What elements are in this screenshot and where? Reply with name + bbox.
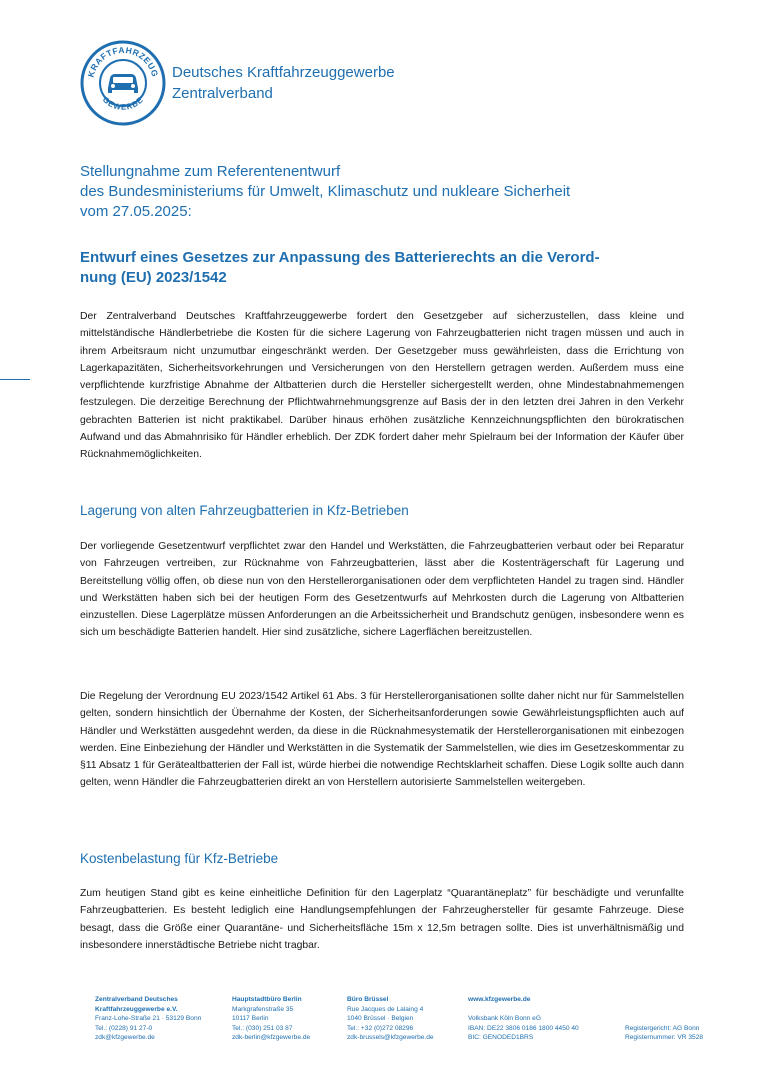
footer-text: Büro Brüssel bbox=[347, 996, 389, 1003]
heading-line1: Stellungnahme zum Referentenentwurf bbox=[80, 163, 341, 180]
footer-email-link[interactable]: zdk-berlin@kfzgewerbe.de bbox=[232, 1034, 311, 1041]
footer-text bbox=[468, 1005, 579, 1015]
car-icon bbox=[108, 74, 138, 93]
footer-text: Volksbank Köln Bonn eG bbox=[468, 1015, 541, 1022]
svg-text:GEWERBE bbox=[101, 95, 145, 112]
footer-text: Tel.: (030) 251 03 87 bbox=[232, 1024, 293, 1032]
footer-text: Markgrafenstraße 35 bbox=[232, 1005, 294, 1013]
title-line2: nung (EU) 2023/1542 bbox=[80, 269, 227, 286]
costs-paragraph-1: Zum heutigen Stand gibt es keine einheitliche Definition für den Lagerplatz “Quarantäneplatz” für beschädigte und verunfallte Fahrzeugbatterien. Es besteht lediglich eine Handlungsempfehlungen der Fahrzeughersteller für gesamte Fahrzeuge. Diese besagt, dass die Größe einer Quarantäne- und Sicherheitsfläche 15m x 12,5m betragen sollte. Dies ist unverhältnismäßig und insbesondere innerstädtische Betriebe nicht tragbar. bbox=[80, 888, 684, 951]
document-title bbox=[80, 248, 690, 288]
footer-text: Hauptstadtbüro Berlin bbox=[232, 996, 302, 1003]
section-heading-storage: Lagerung von alten Fahrzeugbatterien in Kfz-Betrieben bbox=[80, 503, 409, 518]
footer-text: 1040 Brüssel · Belgien bbox=[347, 1015, 414, 1022]
footer-text: Registergericht: AG Bonn bbox=[625, 1024, 700, 1032]
section-heading-costs: Kostenbelastung für Kfz-Betriebe bbox=[80, 851, 279, 866]
footer-text: 10117 Berlin bbox=[232, 1015, 269, 1022]
footer-text: Rue Jacques de Lalaing 4 bbox=[347, 1005, 424, 1013]
footer-column-berlin bbox=[232, 995, 310, 1043]
footer-column-address bbox=[95, 995, 201, 1043]
fold-mark bbox=[0, 379, 30, 380]
kfz-gewerbe-logo bbox=[80, 40, 166, 126]
footer-column-register bbox=[625, 1024, 703, 1043]
storage-paragraph-2: Die Regelung der Verordnung EU 2023/1542 Artikel 61 Abs. 3 für Herstellerorganisationen sollte daher nicht nur für Sammelstellen gelten, sondern hinsichtlich der Übernahme der Kosten, der Sicherheitsanforderungen sowie Gewährleistungspflichten auch auf Händler und Werkstätten ausgedehnt werden, da diese in die Rücknahmesystematik der Herstellerorganisationen mit einbezogen werden. Eine Einbeziehung der Händler und Werkstätten in die Systematik der Sammelstellen, wie dies im Gesetzeskommentar zu §11 Absatz 1 für Gerätealtbatterien der Fall ist, würde hierbei die notwendige Rechtsklarheit schaffen. Diese Logik sollte auch dann gelten, wenn Händler die Fahrzeugbatterien direkt an von Herstellern autorisierte Sammelstellen weitergeben. bbox=[80, 691, 684, 789]
org-name-line2: Zentralverband bbox=[172, 85, 273, 102]
organization-name bbox=[172, 62, 395, 104]
footer-email-link[interactable]: zdk@kfzgewerbe.de bbox=[95, 1034, 155, 1041]
statement-heading bbox=[80, 162, 700, 222]
org-name-line1: Deutsches Kraftfahrzeuggewerbe bbox=[172, 64, 395, 81]
footer-website-link[interactable]: www.kfzgewerbe.de bbox=[468, 996, 531, 1003]
footer-text: Tel.: (0228) 91 27-0 bbox=[95, 1024, 153, 1032]
footer-column-bank bbox=[468, 995, 579, 1043]
footer-text: IBAN: DE22 3806 0186 1800 4450 40 bbox=[468, 1024, 579, 1032]
footer-text: Zentralverband Deutsches bbox=[95, 996, 178, 1003]
storage-paragraph-1: Der vorliegende Gesetzentwurf verpflichtet zwar den Handel und Werkstätten, die Fahrzeugbatterien verbaut oder bei Reparatur von Fahrzeugen vertreiben, zur Rücknahme von Fahrzeugbatterien, lässt aber die Kostenträgerschaft für Lagerung und Bereitstellung völlig offen, ob diese nun von den Herstellerorganisationen oder dem verpflichteten Handel zu tragen sind. Händler und Werkstätten haben sich bei der heutigen Form des Gesetzentwurfs auf Mehrkosten durch die Lagerung von Altbatterien einzustellen. Diese Lagerplätze müssen Anforderungen an die Arbeitssicherheit und Brandschutz genügen, insbesondere wenn es sich um beschädigte Batterien handelt. Hier sind zusätzliche, sichere Lagerflächen bereitzustellen. bbox=[80, 541, 684, 639]
heading-line3: vom 27.05.2025: bbox=[80, 203, 192, 220]
footer-text: Kraftfahrzeuggewerbe e.V. bbox=[95, 1005, 178, 1013]
footer-text: BIC: GENODED1BRS bbox=[468, 1034, 534, 1041]
heading-line2: des Bundesministeriums für Umwelt, Klimaschutz und nukleare Sicherheit bbox=[80, 183, 571, 200]
logo-top-text: KRAFTFAHRZEUG bbox=[85, 44, 161, 79]
title-line1: Entwurf eines Gesetzes zur Anpassung des Batterierechts an die Verord- bbox=[80, 249, 600, 266]
footer-email-link[interactable]: zdk-brussels@kfzgewerbe.de bbox=[347, 1034, 434, 1041]
footer-text: Registernummer: VR 3528 bbox=[625, 1034, 704, 1041]
footer-text: Franz-Lohe-Straße 21 · 53129 Bonn bbox=[95, 1015, 202, 1022]
logo-bottom-text: GEWERBE bbox=[100, 95, 146, 112]
footer-column-brussels bbox=[347, 995, 434, 1043]
footer-text: Tel.: +32 (0)272 08296 bbox=[347, 1024, 414, 1032]
intro-paragraph: Der Zentralverband Deutsches Kraftfahrzeuggewerbe fordert den Gesetzgeber auf sicherzustellen, dass kleine und mittelständische Händlerbetriebe die Kosten für die sichere Lagerung von Fahrzeugbatterien nicht tragen müssen und auch in ihrem Arbeitsraum nicht unzumutbar eingeschränkt werden. Der Gesetzgeber muss gewährleisten, dass die Errichtung von Lagerkapazitäten, Sicherheitsvorkehrungen und Versicherungen von den Herstellern getragen werden. Außerdem muss eine verpflichtende kurzfristige Abnahme der Altbatterien durch die Hersteller sichergestellt werden, ohne Mindestabnahmemengen festzulegen. Die derzeitige Berechnung der Pflichtwahrnehmungsgrenze auf Basis der in den letzten drei Jahren in den Verkehr gebrachten Batterien ist nicht praktikabel. Darüber hinaus erhöhen zusätzliche Kennzeichnungspflichten den bürokratischen Aufwand und das Abmahnrisiko für Händler erheblich. Der ZDK fordert daher mehr Spielraum bei der Information der Käufer über Rücknahmemöglichkeiten. bbox=[80, 311, 684, 461]
page-footer bbox=[95, 995, 735, 1055]
